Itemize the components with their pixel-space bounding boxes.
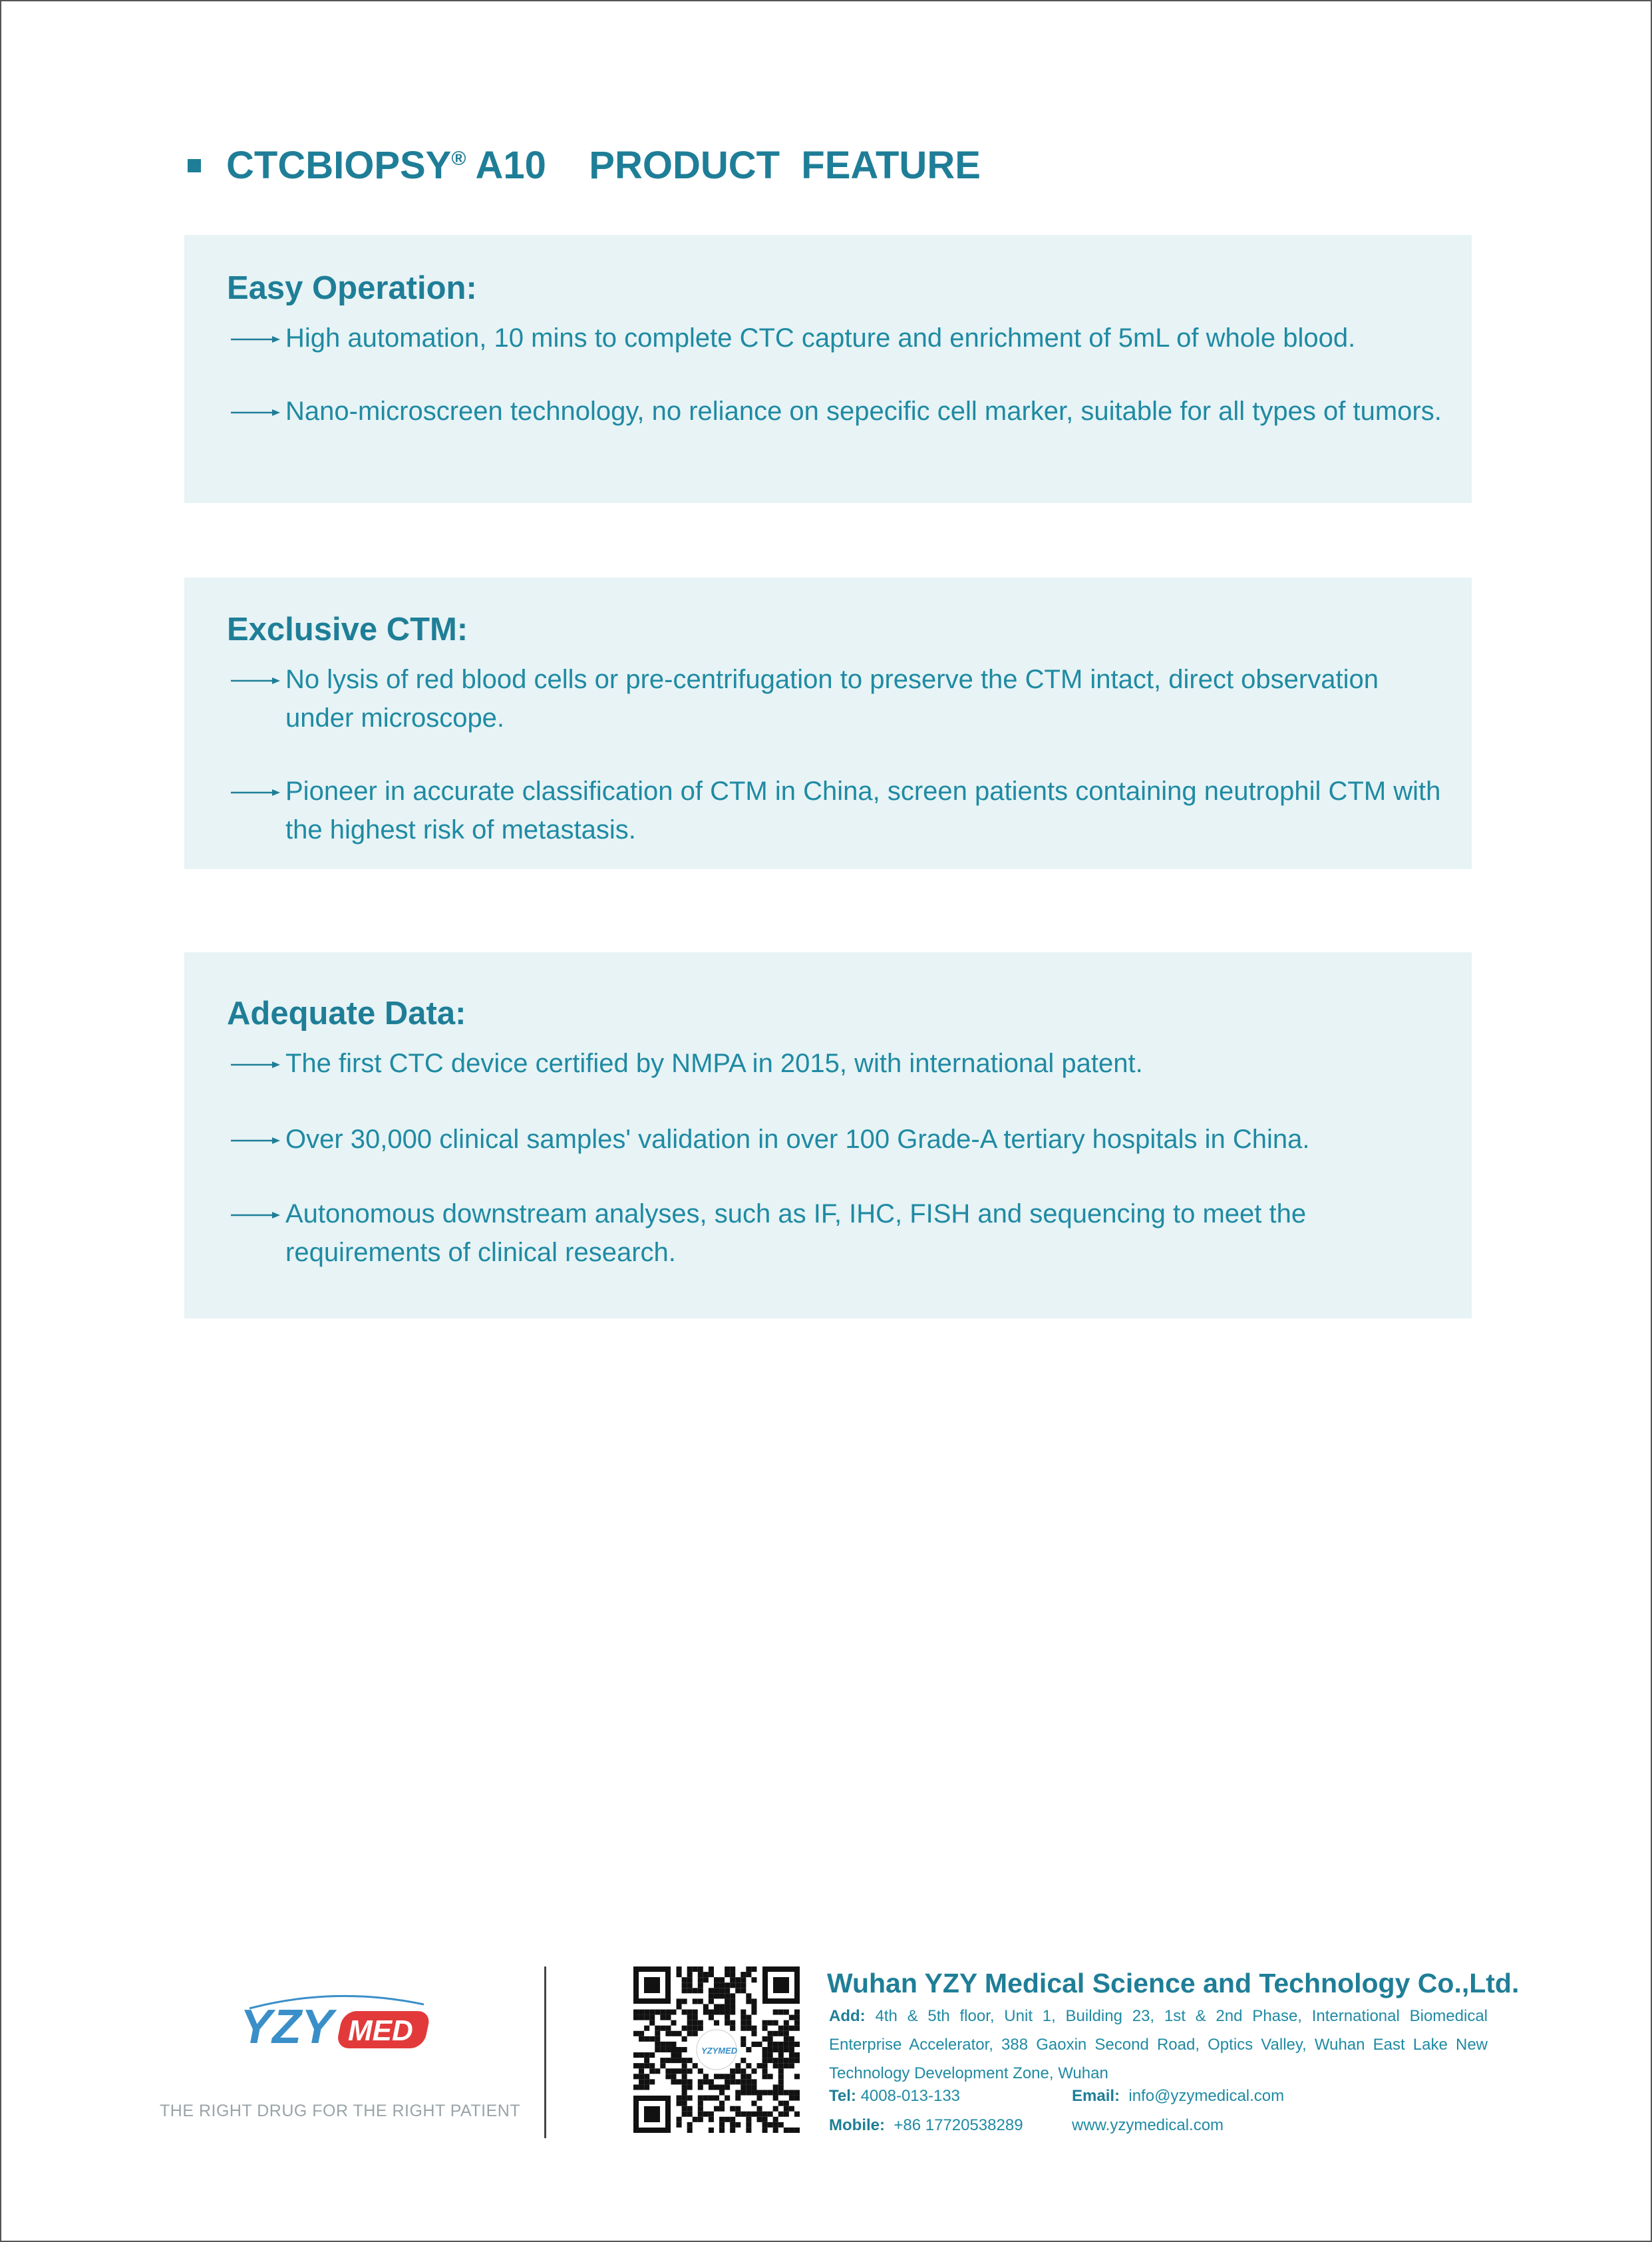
company-address: Add: 4th & 5th floor, Unit 1, Building 23, 1st & 2nd Phase, International Biomedical Enterprise Accelerator, 388 Gaoxin Second Road, Optics Valley, Wuhan East Lake New Technology Development Zone, Wuhan <box>829 2007 1488 2082</box>
feature-panel-easy-operation <box>184 235 1472 503</box>
section-title: Adequate Data: <box>227 996 466 1031</box>
section-title: Exclusive CTM: <box>227 612 468 648</box>
list-item: High automation, 10 mins to complete CTC capture and enrichment of 5mL of whole blood. <box>227 319 1445 357</box>
arrow-right-icon <box>231 336 280 343</box>
footer-divider <box>544 1966 546 2138</box>
tagline: THE RIGHT DRUG FOR THE RIGHT PATIENT <box>160 2102 521 2120</box>
list-item: Nano-microscreen technology, no reliance on sepecific cell marker, suitable for all types of tumors. <box>227 392 1445 431</box>
qr-code-icon <box>633 1966 800 2133</box>
title-rest: A10 PRODUCT FEATURE <box>466 144 981 187</box>
yzymed-logo <box>236 1990 429 2056</box>
arrow-right-icon <box>231 1212 280 1218</box>
arrow-right-icon <box>231 409 280 416</box>
square-bullet-icon <box>188 159 201 172</box>
svg-text:YZYMED: YZYMED <box>701 2046 738 2056</box>
arrow-right-icon <box>231 1061 280 1068</box>
list-item: Over 30,000 clinical samples' validation in over 100 Grade-A tertiary hospitals in China. <box>227 1120 1445 1159</box>
tel: Tel: 4008-013-133 <box>829 2087 961 2105</box>
arrow-right-icon <box>231 677 280 684</box>
svg-text:MED: MED <box>348 2014 413 2047</box>
mobile: Mobile: +86 17720538289 <box>829 2116 1023 2134</box>
section-title: Easy Operation: <box>227 270 477 306</box>
website[interactable]: www.yzymedical.com <box>1072 2116 1224 2134</box>
page-title <box>188 143 981 188</box>
list-item: No lysis of red blood cells or pre-centrifugation to preserve the CTM intact, direct observation under microscope. <box>227 660 1445 737</box>
list-item: Pioneer in accurate classification of CTM in China, screen patients containing neutrophil CTM with the highest risk of metastasis. <box>227 772 1445 849</box>
svg-text:YZY: YZY <box>240 2000 334 2054</box>
feature-panel-exclusive-ctm <box>184 578 1472 869</box>
email: Email: info@yzymedical.com <box>1072 2087 1285 2105</box>
company-name: Wuhan YZY Medical Science and Technology Co.,Ltd. <box>827 1968 1520 1998</box>
feature-panel-adequate-data <box>184 952 1472 1318</box>
arrow-right-icon <box>231 1137 280 1144</box>
title-brand: CTCBIOPSY <box>226 144 452 187</box>
list-item: The first CTC device certified by NMPA in 2015, with international patent. <box>227 1044 1445 1083</box>
list-item: Autonomous downstream analyses, such as IF, IHC, FISH and sequencing to meet the requirements of clinical research. <box>227 1195 1445 1272</box>
arrow-right-icon <box>231 789 280 796</box>
registered-mark: ® <box>451 147 466 170</box>
